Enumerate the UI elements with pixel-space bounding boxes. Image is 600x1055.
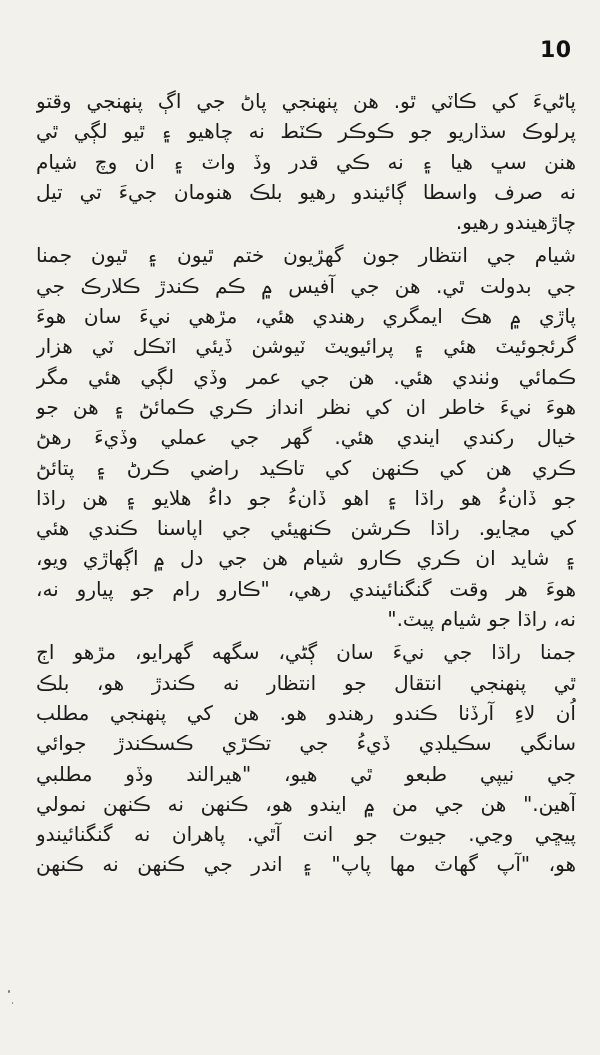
text-line: هو، "آپ گهاٽ مها پاپ" ۽ اندر جي ڪنهن نه ڪنهن: [36, 852, 576, 877]
text-line: شيام جي انتظار جون گهڙيون ختم ٿيون ۽ ٿيون جمنا: [36, 243, 576, 268]
text-line: پيڇي وڃي. جيوت جو انت آٿي. پاهران نه گنگنائيندو: [36, 822, 576, 847]
text-line: پاڙي ۾ هڪ ايمگري رهندي هئي، مڙهي نيءَ سان هوءَ: [36, 304, 576, 329]
paragraph: [36, 86, 576, 237]
text-line: جو ڏانءُ هو راڌا ۽ اهو ڏانءُ جو داءُ هلايو ۽ هن راڌا: [36, 485, 576, 510]
text-line: هنن سڀ هيا ۽ نه ڪي قدر وڏ واٽ ۽ ان وچ شيام: [36, 149, 576, 174]
text-line: ۽ شايد ان ڪري ڪارو شيام هن جي دل ۾ اڳهاڙي ويو،: [36, 546, 576, 571]
text-line: ٿي پنهنجي انتقال جو انتظار نه ڪندڙ هو، بلڪ: [36, 670, 576, 695]
body-text: [36, 86, 576, 880]
text-line: جي نيپي طبعو ٿي هيو، "هيرالند وڏو مطلبي: [36, 761, 576, 786]
text-line: پاڻيءَ کي ڪاٽي ٿو. هن پنهنجي پاڻ جي اڳ پنهنجي وقتو: [36, 89, 576, 113]
text-line: چاڙهيندو رهيو.: [455, 210, 576, 235]
text-line: نه صرف واسطا ڳائيندو رهيو بلڪ هنومان جيءَ تي تيل: [36, 179, 576, 204]
text-line: کي مڃايو. راڌا ڪرشن ڪنهيئي جي اپاسنا ڪندي هئي: [36, 516, 576, 541]
text-line: جي بدولت ٿي. هن جي آفيس ۾ ڪم ڪندڙ ڪلارڪ جي: [36, 273, 576, 298]
paragraph: [36, 637, 576, 879]
text-line: خيال رکندي ايندي هئي. گهر جي عملي وڏيءَ رهڻ: [36, 425, 576, 450]
text-line: هوءَ نيءَ خاطر ان کي نظر انداز ڪري ڪمائڻ ۽ هن جو: [36, 394, 576, 419]
text-line: ڪري هن کي ڪنهن کي تاڪيد راضي ڪرڻ ۽ پتائڻ: [36, 455, 576, 480]
text-line: جمنا راڌا جي نيءَ سان ڳڻي، سگهه گهرايو، مڙهو اڄ: [36, 640, 576, 665]
page-number: 10: [540, 38, 572, 63]
text-line: اُن لاءِ آرڏٺا ڪندو رهندو هو. هن کي پنهنجي مطلب: [36, 700, 576, 725]
text-line: ڪمائي وٺندي هئي. هن جي عمر وڏي لڳي هئي مگر: [36, 364, 576, 389]
text-line: پرلوڪ سڌاريو جو ڪوڪر ڪٽط نه چاهيو ۽ ٿيو لڳي ٿي: [36, 119, 576, 144]
paper-speck: [8, 990, 10, 993]
paragraph: [36, 240, 576, 634]
text-line: گرئجوئيٽ هئي ۽ پرائيويٽ ٽيوشن ڏيئي اٽڪل ٽي هزار: [36, 334, 576, 359]
text-line: سانگي سڪيلڊي ڏيءُ جي تڪڙي ڪسڪندڙ جوائي: [36, 731, 576, 756]
text-line: هوءَ هر وقت گنگنائيندي رهي، "ڪارو رام جو پيارو نه،: [36, 576, 576, 601]
paper-speck: [12, 1002, 13, 1004]
text-line: نه، راڌا جو شيام پيٽ.": [387, 607, 576, 632]
text-line: آهين." هن جي من ۾ ايندو هو، ڪنهن نه ڪنهن نمولي: [36, 791, 576, 816]
